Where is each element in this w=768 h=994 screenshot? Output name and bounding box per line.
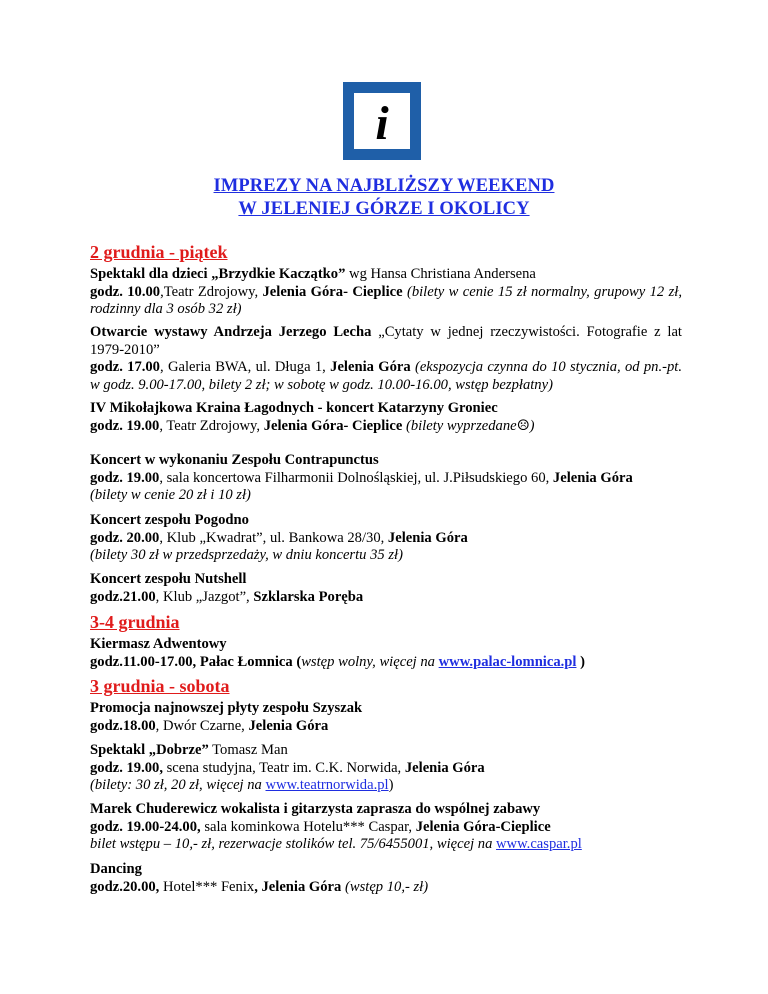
event-item bbox=[90, 571, 682, 606]
event-city: Jelenia Góra bbox=[552, 469, 633, 486]
event-subtitle: „Cytaty w jednej rzeczywistości. Fotografie z lat 1979-2010” bbox=[90, 324, 682, 358]
event-note: (bilety: 30 zł, 20 zł, więcej na bbox=[90, 777, 266, 794]
event-city: , Jelenia Góra bbox=[254, 878, 342, 895]
event-time: godz. 20.00 bbox=[90, 529, 160, 546]
event-time: godz.11.00-17.00, Pałac Łomnica ( bbox=[90, 653, 302, 670]
event-item bbox=[90, 742, 682, 795]
event-note: bilet wstępu – 10,- zł, rezerwacje stolików tel. 75/6455001, więcej na bbox=[90, 836, 497, 853]
event-item bbox=[90, 452, 682, 505]
event-city: Jelenia Góra bbox=[330, 359, 411, 376]
event-note: (bilety wyprzedane☹) bbox=[405, 417, 535, 434]
event-title: Koncert zespołu Pogodno bbox=[90, 512, 249, 528]
event-time: godz. 19.00 bbox=[90, 417, 160, 434]
event-city: Jelenia Góra- Cieplice bbox=[262, 283, 403, 300]
event-item bbox=[90, 700, 682, 735]
event-title: Koncert zespołu Nutshell bbox=[90, 571, 247, 587]
event-title: Spektakl dla dzieci „Brzydkie Kaczątko” bbox=[90, 266, 346, 282]
event-time: godz.20.00, bbox=[90, 878, 160, 895]
event-link[interactable]: www.teatrnorwida.pl bbox=[265, 777, 389, 794]
event-time: godz. 19.00 bbox=[90, 469, 160, 486]
event-title: Spektakl „Dobrze” bbox=[90, 742, 209, 758]
event-note: (bilety 30 zł w przedsprzedaży, w dniu koncertu 35 zł) bbox=[90, 547, 403, 564]
event-tail: ) bbox=[388, 777, 394, 794]
event-time: godz. 17.00 bbox=[90, 359, 160, 376]
event-item bbox=[90, 636, 682, 671]
event-note: (bilety w cenie 15 zł normalny, grupowy 12 zł, rodzinny dla 3 osób 32 zł) bbox=[90, 283, 682, 318]
event-city: Jelenia Góra-Cieplice bbox=[415, 818, 551, 835]
page-title-line-1: IMPREZY NA NAJBLIŻSZY WEEKEND bbox=[213, 176, 555, 196]
day-heading: 2 grudnia - piątek bbox=[90, 242, 228, 262]
event-item bbox=[90, 400, 682, 435]
event-place: , Klub „Kwadrat”, ul. Bankowa 28/30, bbox=[159, 529, 388, 546]
event-time: godz. 19.00-24.00, bbox=[90, 818, 201, 835]
event-title: Marek Chuderewicz wokalista i gitarzysta zaprasza do wspólnej zabawy bbox=[90, 801, 541, 817]
event-title: Promocja najnowszej płyty zespołu Szyszak bbox=[90, 700, 363, 716]
event-subtitle: Tomasz Man bbox=[208, 742, 288, 758]
event-item bbox=[90, 861, 682, 896]
event-place: , Teatr Zdrojowy, bbox=[159, 417, 264, 434]
day-heading: 3 grudnia - sobota bbox=[90, 676, 230, 696]
svg-text:i: i bbox=[375, 97, 389, 150]
day-heading: 3-4 grudnia bbox=[90, 612, 180, 632]
event-city: Jelenia Góra bbox=[387, 529, 468, 546]
event-subtitle: wg Hansa Christiana Andersena bbox=[345, 266, 536, 282]
information-sign-icon bbox=[343, 82, 421, 160]
page-title-line-2: W JELENIEJ GÓRZE I OKOLICY bbox=[238, 199, 530, 219]
event-place: ,Teatr Zdrojowy, bbox=[160, 283, 263, 300]
event-place: , Klub „Jazgot”, bbox=[155, 588, 254, 605]
event-note: (bilety w cenie 20 zł i 10 zł) bbox=[90, 487, 251, 504]
event-time: godz.18.00 bbox=[90, 717, 156, 734]
event-note: (wstęp 10,- zł) bbox=[345, 878, 429, 895]
event-time: godz. 10.00 bbox=[90, 283, 161, 300]
event-item bbox=[90, 512, 682, 565]
event-title: Koncert w wykonaniu Zespołu Contrapunctus bbox=[90, 452, 379, 468]
event-title: Otwarcie wystawy Andrzeja Jerzego Lecha bbox=[90, 324, 372, 340]
event-city: Szklarska Poręba bbox=[253, 588, 364, 605]
event-note: wstęp wolny, więcej na bbox=[301, 653, 439, 670]
event-tail: ) bbox=[576, 653, 585, 670]
event-item bbox=[90, 801, 682, 854]
event-place: , sala koncertowa Filharmonii Dolnośląskiej, ul. J.Piłsudskiego 60, bbox=[159, 469, 553, 486]
event-time: godz. 19.00, bbox=[90, 759, 163, 776]
event-title: Kiermasz Adwentowy bbox=[90, 636, 227, 652]
event-place: , Galeria BWA, ul. Długa 1, bbox=[159, 359, 331, 376]
event-item bbox=[90, 324, 682, 394]
event-title: IV Mikołajkowa Kraina Łagodnych - koncert Katarzyny Groniec bbox=[90, 400, 498, 416]
event-time: godz.21.00 bbox=[90, 588, 156, 605]
event-city: Jelenia Góra- Cieplice bbox=[263, 417, 403, 434]
event-item bbox=[90, 266, 682, 319]
event-link[interactable]: www.caspar.pl bbox=[496, 836, 582, 853]
event-link[interactable]: www.palac-lomnica.pl bbox=[438, 653, 577, 670]
event-note: (ekspozycja czynna do 10 stycznia, od pn.-pt. w godz. 9.00-17.00, bilety 2 zł; w sobotę w godz. 10.00-16.00, wstęp bezpłatny) bbox=[90, 359, 682, 393]
event-place: scena studyjna, Teatr im. C.K. Norwida, bbox=[162, 759, 405, 776]
event-place: , Dwór Czarne, bbox=[155, 717, 249, 734]
event-title: Dancing bbox=[90, 861, 142, 877]
event-place: Hotel*** Fenix bbox=[159, 878, 255, 895]
event-city: Jelenia Góra bbox=[404, 759, 485, 776]
event-city: Jelenia Góra bbox=[248, 717, 329, 734]
event-place: sala kominkowa Hotelu*** Caspar, bbox=[200, 818, 416, 835]
